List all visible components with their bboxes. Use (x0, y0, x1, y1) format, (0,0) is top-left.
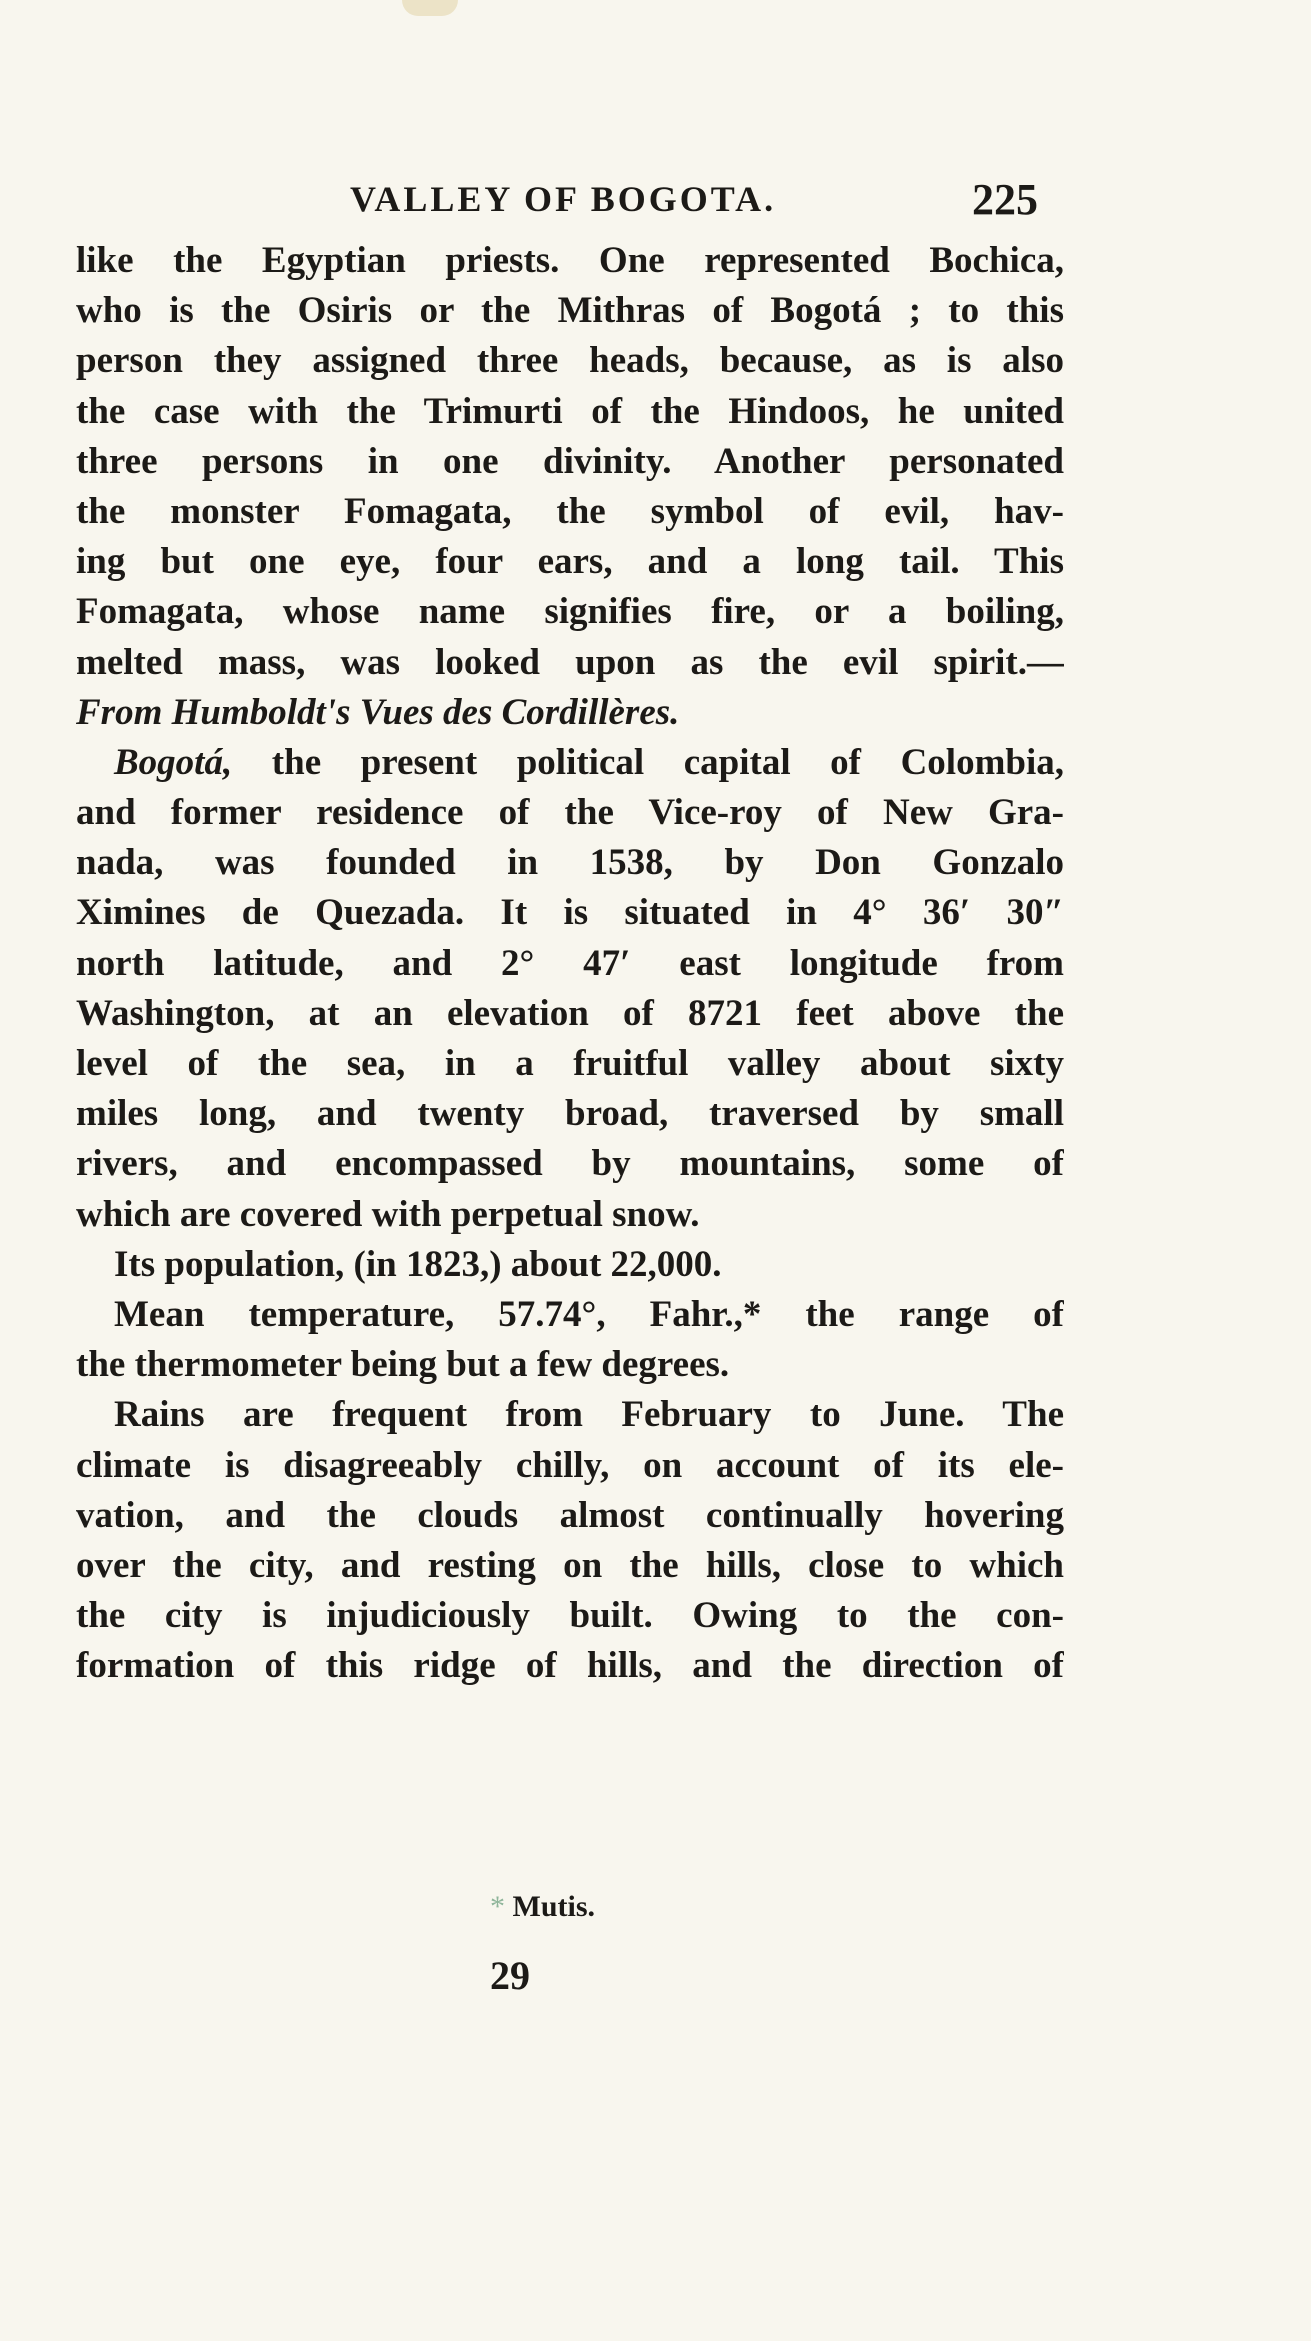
text-line-rest: the present political capital of Colombia, (271, 741, 1064, 783)
text-line: vation, and the clouds almost continually hovering (76, 1494, 1064, 1536)
text-line: person they assigned three heads, because, as is also (76, 340, 1064, 382)
text-line: Its population, (in 1823,) about 22,000. (114, 1243, 722, 1285)
text-line: the monster Fomagata, the symbol of evil, hav- (76, 490, 1064, 532)
text-line: north latitude, and 2° 47′ east longitude from (76, 942, 1064, 984)
paper-stain (402, 0, 458, 16)
text-line: formation of this ridge of hills, and the direction of (76, 1645, 1064, 1687)
page-number: 225 (972, 175, 1038, 224)
text-line: the case with the Trimurti of the Hindoos, he united (76, 390, 1064, 432)
text-line: miles long, and twenty broad, traversed by small (76, 1093, 1064, 1135)
body-text (76, 236, 1064, 1691)
text-line: nada, was founded in 1538, by Don Gonzalo (76, 842, 1064, 884)
source-citation: From Humboldt's Vues des Cordillères. (76, 691, 680, 733)
footnote-mark: * (490, 1890, 505, 1923)
text-line: and former residence of the Vice-roy of New Gra- (76, 792, 1064, 834)
text-line: which are covered with perpetual snow. (76, 1193, 700, 1235)
text-line: Mean temperature, 57.74°, Fahr.,* the range of (114, 1293, 1064, 1335)
footnote (490, 1890, 595, 1924)
signature-mark: 29 (490, 1953, 530, 1998)
text-line: ing but one eye, four ears, and a long tail. This (76, 541, 1064, 583)
text-line: climate is disagreeably chilly, on account of its ele- (76, 1444, 1064, 1486)
running-head: VALLEY OF BOGOTA. (350, 179, 777, 219)
text-line: Ximines de Quezada. It is situated in 4° 36′ 30″ (76, 892, 1064, 934)
text-line: Washington, at an elevation of 8721 feet above the (76, 992, 1064, 1034)
text-line: Rains are frequent from February to June. The (114, 1394, 1064, 1436)
footnote-text: Mutis. (512, 1890, 595, 1923)
text-line: like the Egyptian priests. One represented Bochica, (76, 240, 1064, 281)
text-line: Fomagata, whose name signifies fire, or a boiling, (76, 591, 1064, 633)
text-line: the thermometer being but a few degrees. (76, 1344, 730, 1386)
text-line: melted mass, was looked upon as the evil spirit.— (76, 641, 1064, 683)
text-line (76, 738, 1064, 788)
text-line: over the city, and resting on the hills, close to which (76, 1544, 1064, 1586)
text-line: rivers, and encompassed by mountains, some of (76, 1143, 1064, 1185)
text-line: three persons in one divinity. Another personated (76, 440, 1064, 482)
place-name: Bogotá, (114, 741, 233, 783)
text-line: level of the sea, in a fruitful valley about sixty (76, 1043, 1064, 1084)
text-line: the city is injudiciously built. Owing to the con- (76, 1595, 1064, 1637)
text-line: who is the Osiris or the Mithras of Bogotá ; to this (76, 290, 1064, 332)
